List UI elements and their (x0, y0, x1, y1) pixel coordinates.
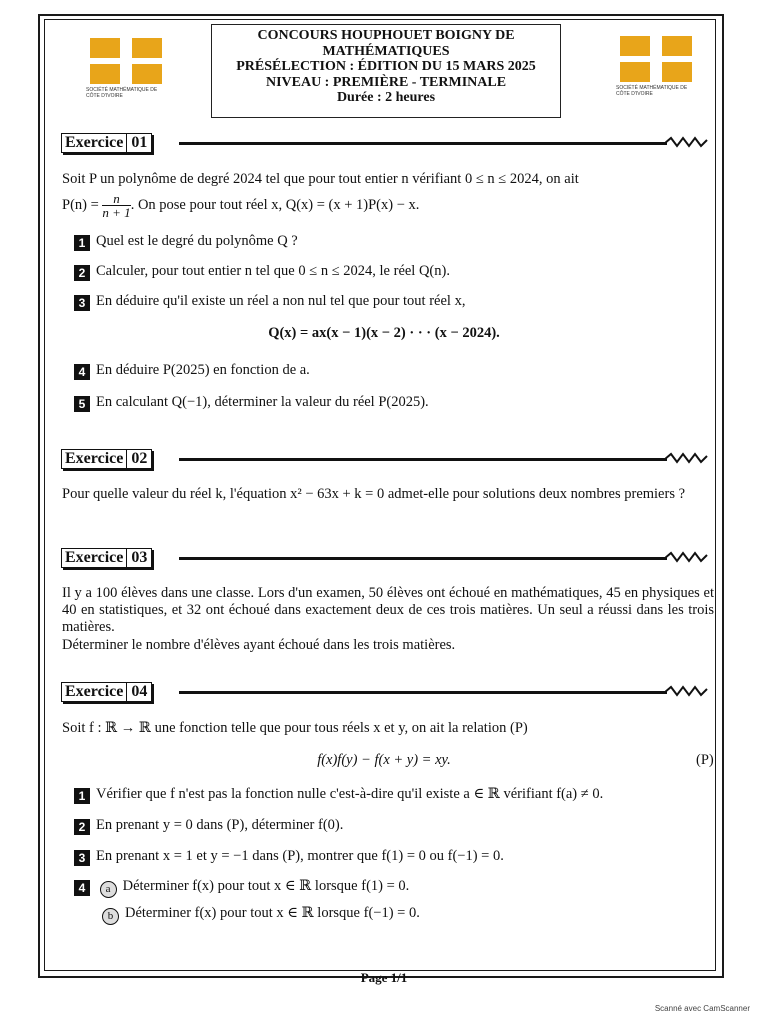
header-title-1: CONCOURS HOUPHOUET BOIGNY DE (257, 28, 515, 43)
ex1-qdef: . On pose pour tout réel x, Q(x) = (x + 1)P(x) − x. (130, 197, 420, 213)
ex1-intro-line1: Soit P un polynôme de degré 2024 tel que pour tout entier n vérifiant 0 ≤ n ≤ 2024, on ait (62, 171, 579, 187)
logo-mark (90, 38, 162, 84)
ex1-question-1 (74, 233, 298, 251)
sub-question-marker: a (100, 881, 117, 898)
wave-ornament-icon (665, 449, 709, 469)
divider-line (179, 142, 667, 145)
exercise-badge (61, 682, 152, 702)
question-text: En prenant x = 1 et y = −1 dans (P), montrer que f(1) = 0 ou f(−1) = 0. (96, 848, 504, 864)
exercise-number: 01 (131, 134, 148, 151)
divider-line (179, 557, 667, 560)
question-number: 4 (74, 880, 90, 896)
exercise-badge (61, 133, 152, 153)
question-number: 3 (74, 295, 90, 311)
ex4-question-3 (74, 848, 504, 866)
header-edition: PRÉSÉLECTION : ÉDITION DU 15 MARS 2025 (236, 59, 536, 74)
fraction-denominator: n + 1 (102, 205, 131, 221)
header-box (211, 24, 561, 118)
ex1-question-3 (74, 293, 465, 311)
logo-mark (620, 36, 692, 82)
exercise-badge (61, 449, 152, 469)
exercise-number: 04 (131, 683, 148, 700)
divider-line (179, 458, 667, 461)
ex4-question-4b (102, 905, 420, 925)
question-number: 4 (74, 364, 90, 380)
exercise-2-header (61, 449, 709, 471)
question-text: En déduire P(2025) en fonction de a. (96, 362, 310, 378)
ex3-text: Il y a 100 élèves dans une classe. Lors d'un examen, 50 élèves ont échoué en mathématiques, 45 en physiques et 40 en statistiques, et 32 ont échoué dans exactement deux de ces trois matières. Un seul a réussi dans les trois matières. (62, 585, 714, 635)
exercise-label: Exercice (62, 450, 127, 468)
question-text: Déterminer f(x) pour tout x ∈ ℝ lorsque f(−1) = 0. (125, 905, 420, 921)
page-footer: Page 1/1 (360, 970, 408, 985)
question-text: Quel est le degré du polynôme Q ? (96, 233, 298, 249)
ex4-question-1 (74, 786, 603, 804)
ex1-question-2 (74, 263, 450, 281)
question-text: Calculer, pour tout entier n tel que 0 ≤ n ≤ 2024, le réel Q(n). (96, 263, 450, 279)
ex2-text: Pour quelle valeur du réel k, l'équation x² − 63x + k = 0 admet-elle pour solutions deux nombres premiers ? (62, 486, 686, 502)
header-level: NIVEAU : PREMIÈRE - TERMINALE (265, 74, 507, 90)
exercise-number: 02 (131, 450, 148, 467)
ex4-formula-tag: (P) (696, 752, 714, 768)
ex1-question-4 (74, 362, 310, 380)
exercise-badge (61, 548, 152, 568)
question-number: 3 (74, 850, 90, 866)
exercise-1-header (61, 133, 709, 155)
ex4-formula: f(x)f(y) − f(x + y) = xy. (317, 752, 451, 768)
logo-caption: SOCIÉTÉ MATHÉMATIQUE DE CÔTE D'IVOIRE (616, 85, 688, 97)
ex3-question: Déterminer le nombre d'élèves ayant échoué dans les trois matières. (62, 637, 456, 653)
question-number: 2 (74, 265, 90, 281)
ex4-question-4a (74, 878, 409, 898)
question-text: En prenant y = 0 dans (P), déterminer f(0). (96, 817, 344, 833)
ex1-formula: Q(x) = ax(x − 1)(x − 2) · · · (x − 2024). (268, 325, 500, 341)
question-number: 1 (74, 235, 90, 251)
exercise-label: Exercice (62, 134, 127, 152)
question-text: Vérifier que f n'est pas la fonction nulle c'est-à-dire qu'il existe a ∈ ℝ vérifiant f(a) ≠ 0. (96, 786, 604, 802)
divider-line (179, 691, 667, 694)
exercise-label: Exercice (62, 683, 127, 701)
ex4-intro: Soit f : ℝ → ℝ une fonction telle que pour tous réels x et y, on ait la relation (P) (62, 720, 528, 736)
question-number: 2 (74, 819, 90, 835)
ex1-pn: P(n) = (62, 197, 99, 213)
wave-ornament-icon (665, 133, 709, 153)
question-number: 1 (74, 788, 90, 804)
logo-left (86, 38, 168, 106)
sub-question-marker: b (102, 908, 119, 925)
exercise-label: Exercice (62, 549, 127, 567)
ex4-question-2 (74, 817, 343, 835)
question-text: En déduire qu'il existe un réel a non nul tel que pour tout réel x, (96, 293, 466, 309)
logo-caption: SOCIÉTÉ MATHÉMATIQUE DE CÔTE D'IVOIRE (86, 87, 158, 99)
ex1-intro-line2 (62, 190, 419, 220)
scanner-watermark: Scanné avec CamScanner (654, 1004, 750, 1013)
exercise-4-header (61, 682, 709, 704)
fraction (102, 192, 130, 219)
header-title-2: MATHÉMATIQUES (322, 43, 450, 59)
question-number: 5 (74, 396, 90, 412)
exercise-number: 03 (131, 549, 148, 566)
wave-ornament-icon (665, 548, 709, 568)
logo-right (616, 36, 698, 104)
question-text: Déterminer f(x) pour tout x ∈ ℝ lorsque f(1) = 0. (122, 878, 410, 894)
header-duration: Durée : 2 heures (336, 90, 436, 105)
fraction-numerator: n (113, 191, 120, 207)
exercise-3-header (61, 548, 709, 570)
ex1-question-5 (74, 394, 429, 412)
wave-ornament-icon (665, 682, 709, 702)
question-text: En calculant Q(−1), déterminer la valeur du réel P(2025). (96, 394, 429, 410)
